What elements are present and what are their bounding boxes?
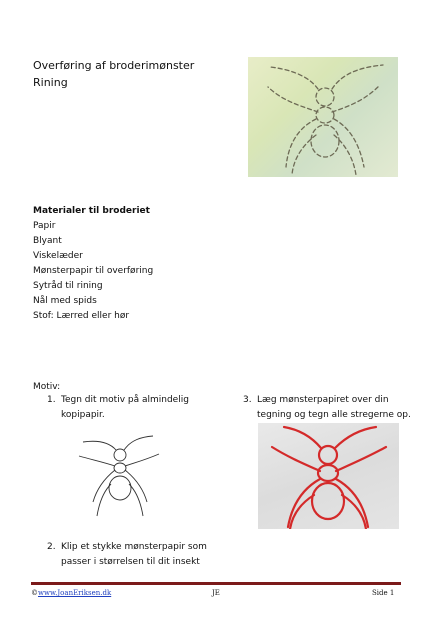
embroidery-photo-top [248, 57, 398, 177]
footer-divider [31, 582, 401, 585]
footer-website: ©www.JoanEriksen.dk [31, 589, 112, 597]
footer-initials: JE [212, 589, 220, 597]
list-item: Blyant [33, 236, 62, 246]
step-text: Tegn dit motiv på almindelig kopipapir. [61, 395, 189, 420]
motiv-label: Motiv: [33, 382, 61, 392]
step-number: 3. [243, 395, 252, 405]
list-item: Stof: Lærred eller hør [33, 311, 130, 321]
materials-list [33, 219, 153, 324]
list-item: Papir [33, 221, 56, 231]
step-number: 2. [47, 542, 56, 552]
step-text: Klip et stykke mønsterpapir som passer i størrelsen til dit insekt [61, 542, 207, 567]
website-link[interactable]: www.JoanEriksen.dk [38, 589, 112, 597]
list-item: Sytråd til rining [33, 281, 103, 291]
step-number: 1. [47, 395, 56, 405]
step-text: Læg mønsterpapiret over din tegning og tegn alle stregerne op. [257, 395, 411, 420]
page-subtitle: Rining [33, 76, 68, 89]
step-1 [47, 393, 217, 427]
step-3 [243, 393, 423, 427]
list-item: Mønsterpapir til overføring [33, 266, 154, 276]
ant-drawing [75, 430, 165, 520]
materials-heading: Materialer til broderiet [33, 206, 150, 216]
page-number: Side 1 [372, 589, 395, 597]
page-title: Overføring af broderimønster [33, 59, 195, 72]
step-2 [47, 540, 237, 574]
list-item: Viskelæder [33, 251, 83, 261]
list-item: Nål med spids [33, 296, 97, 306]
pattern-paper-photo [258, 423, 399, 529]
